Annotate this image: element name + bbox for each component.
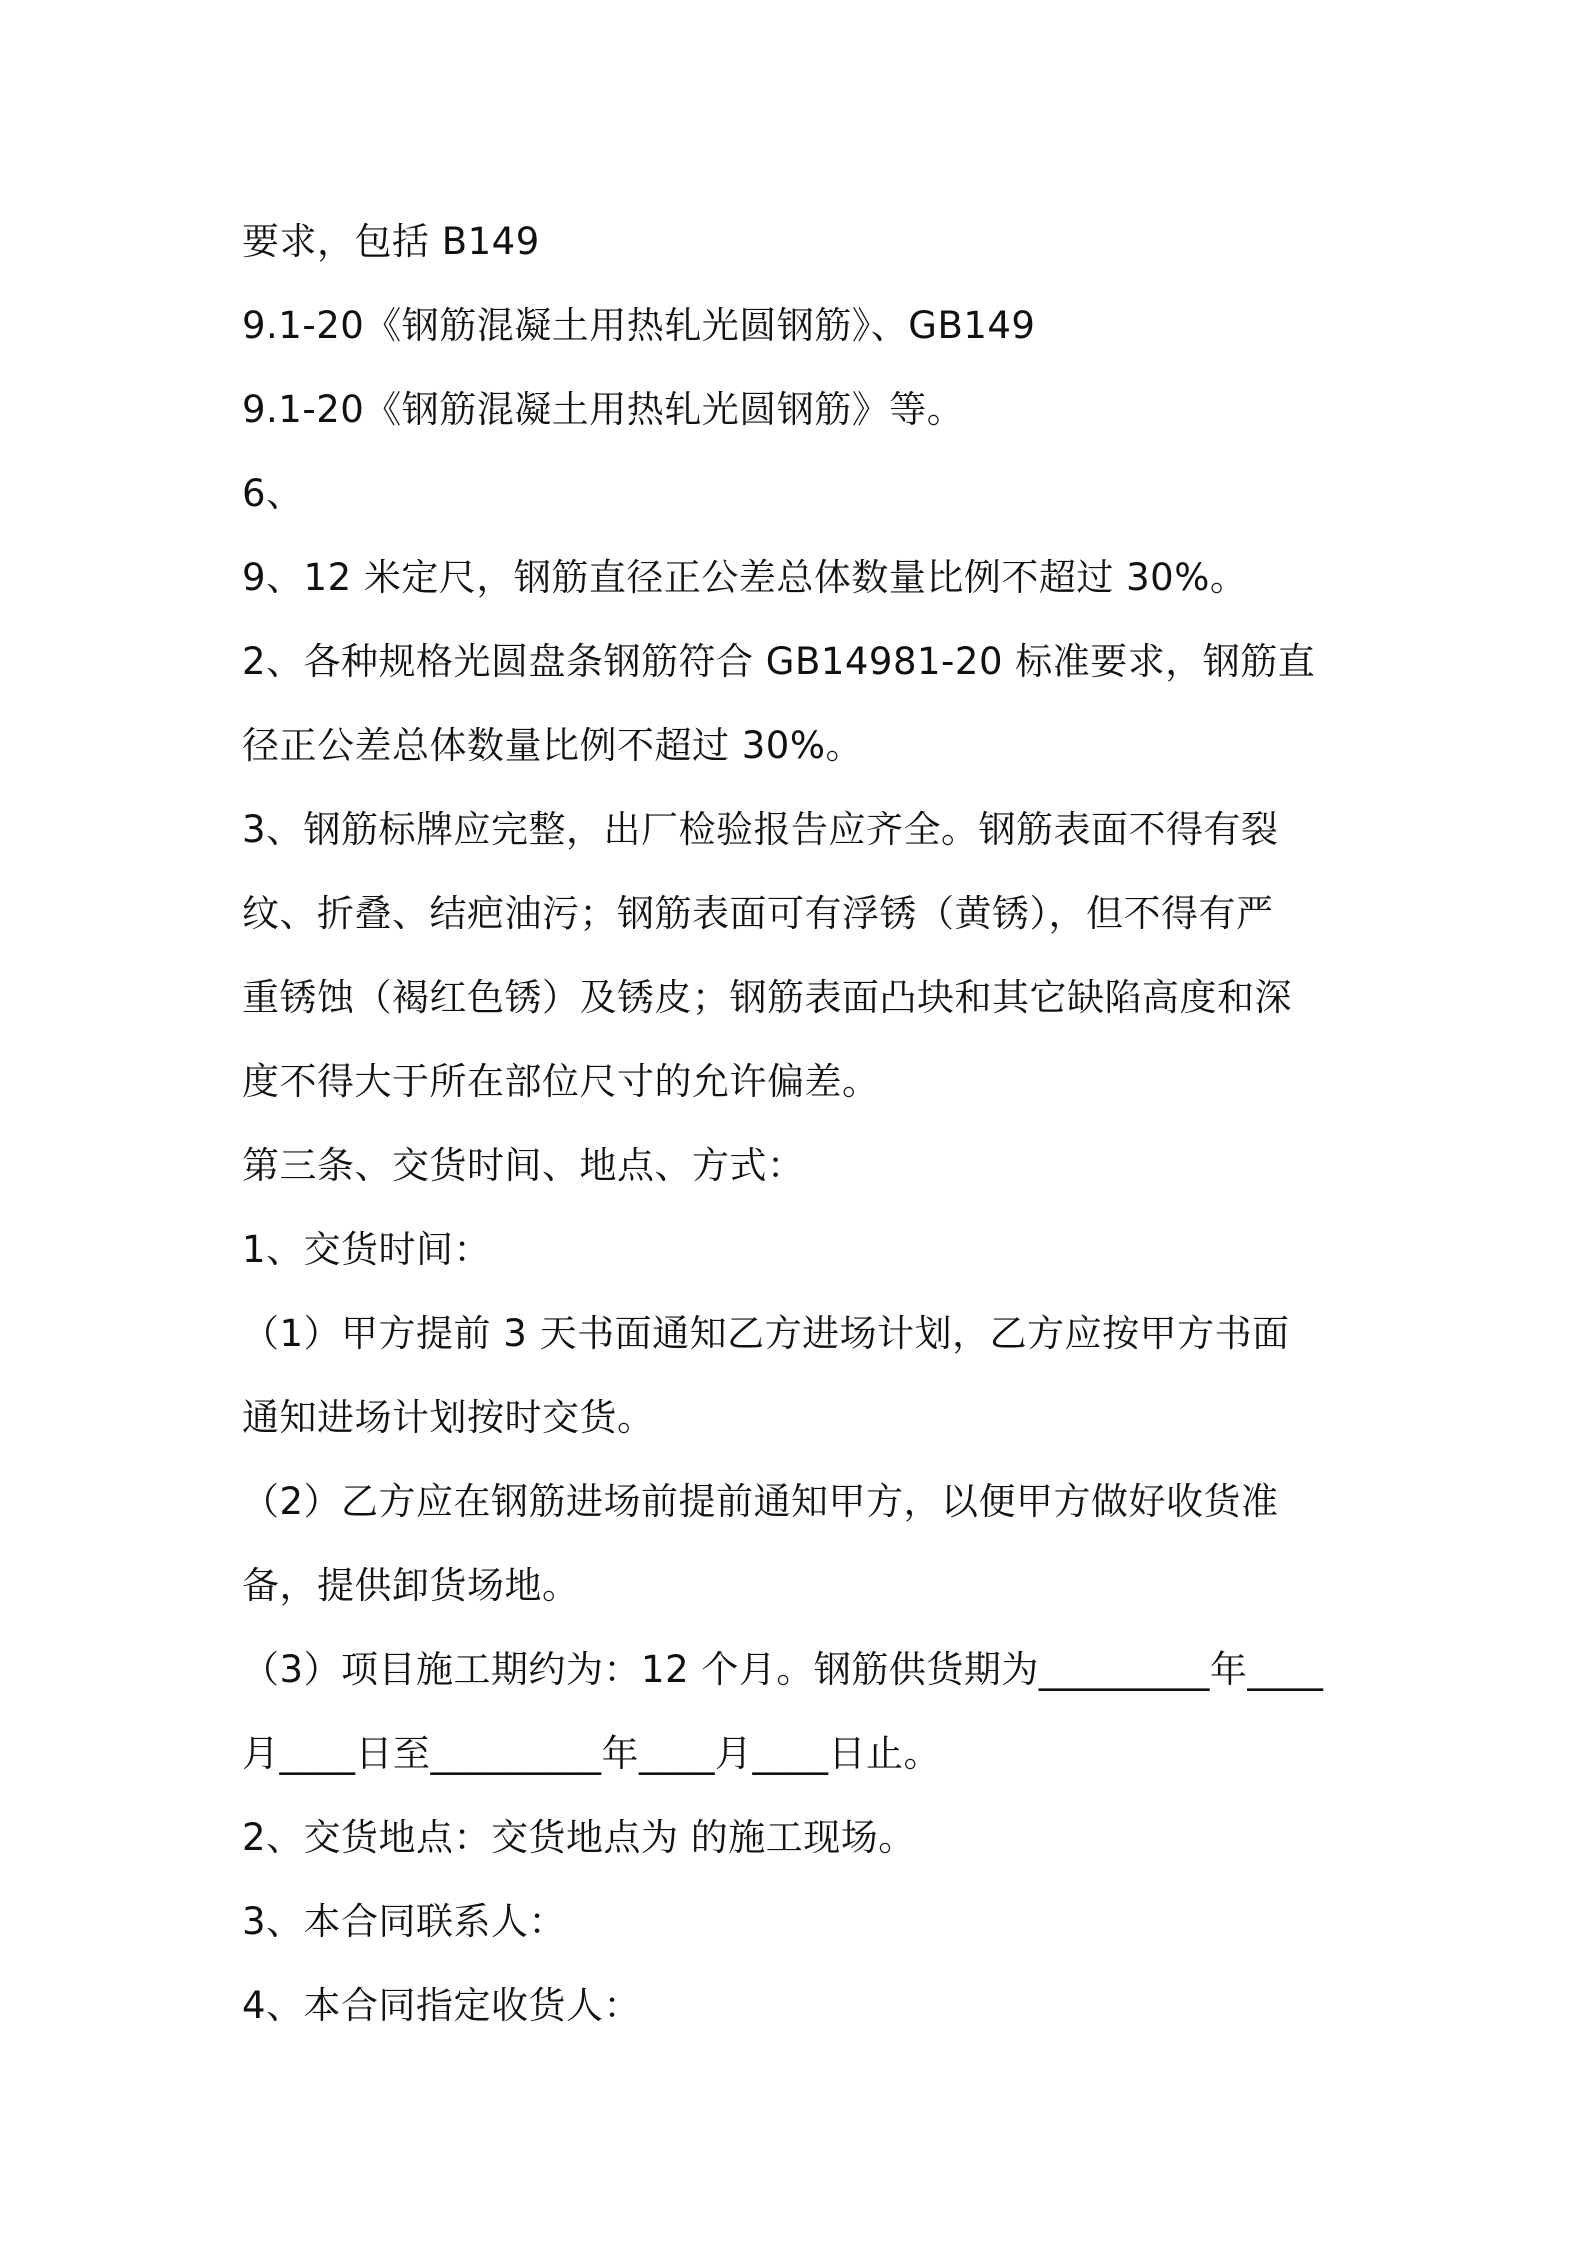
text-line: 通知进场计划按时交货。 bbox=[242, 1396, 655, 1439]
text-line: 9.1-20《钢筋混凝土用热轧光圆钢筋》、GB149 bbox=[242, 304, 1036, 347]
text-line: 6、 bbox=[242, 472, 304, 515]
text-line: 1、交货时间： bbox=[242, 1228, 492, 1271]
text-line: 径正公差总体数量比例不超过 30%。 bbox=[242, 724, 863, 767]
text-line: 9、12 米定尺，钢筋直径正公差总体数量比例不超过 30%。 bbox=[242, 556, 1248, 599]
text-line: 重锈蚀（褐红色锈）及锈皮；钢筋表面凸块和其它缺陷高度和深 bbox=[242, 976, 1292, 1019]
text-line: （3）项目施工期约为：12 个月。钢筋供货期为_________年____ bbox=[242, 1648, 1324, 1691]
text-line: 4、本合同指定收货人： bbox=[242, 1984, 642, 2027]
text-line: 3、本合同联系人： bbox=[242, 1900, 567, 1943]
document-body bbox=[242, 200, 1360, 2048]
text-line: 2、交货地点：交货地点为 的施工现场。 bbox=[242, 1816, 916, 1859]
text-line: 2、各种规格光圆盘条钢筋符合 GB14981-20 标准要求，钢筋直 bbox=[242, 640, 1316, 683]
text-line: 备，提供卸货场地。 bbox=[242, 1564, 580, 1607]
section-heading: 第三条、交货时间、地点、方式： bbox=[242, 1144, 805, 1187]
text-line: （2）乙方应在钢筋进场前提前通知甲方，以便甲方做好收货准 bbox=[242, 1480, 1279, 1523]
text-line: 9.1-20《钢筋混凝土用热轧光圆钢筋》等。 bbox=[242, 388, 965, 431]
text-line: 度不得大于所在部位尺寸的允许偏差。 bbox=[242, 1060, 880, 1103]
text-line: 月____日至_________年____月____日止。 bbox=[242, 1732, 941, 1775]
text-line: （1）甲方提前 3 天书面通知乙方进场计划，乙方应按甲方书面 bbox=[242, 1312, 1290, 1355]
text-line: 纹、折叠、结疤油污；钢筋表面可有浮锈（黄锈），但不得有严 bbox=[242, 892, 1274, 935]
text-line: 3、钢筋标牌应完整，出厂检验报告应齐全。钢筋表面不得有裂 bbox=[242, 808, 1279, 851]
text-line: 要求，包括 B149 bbox=[242, 220, 540, 263]
